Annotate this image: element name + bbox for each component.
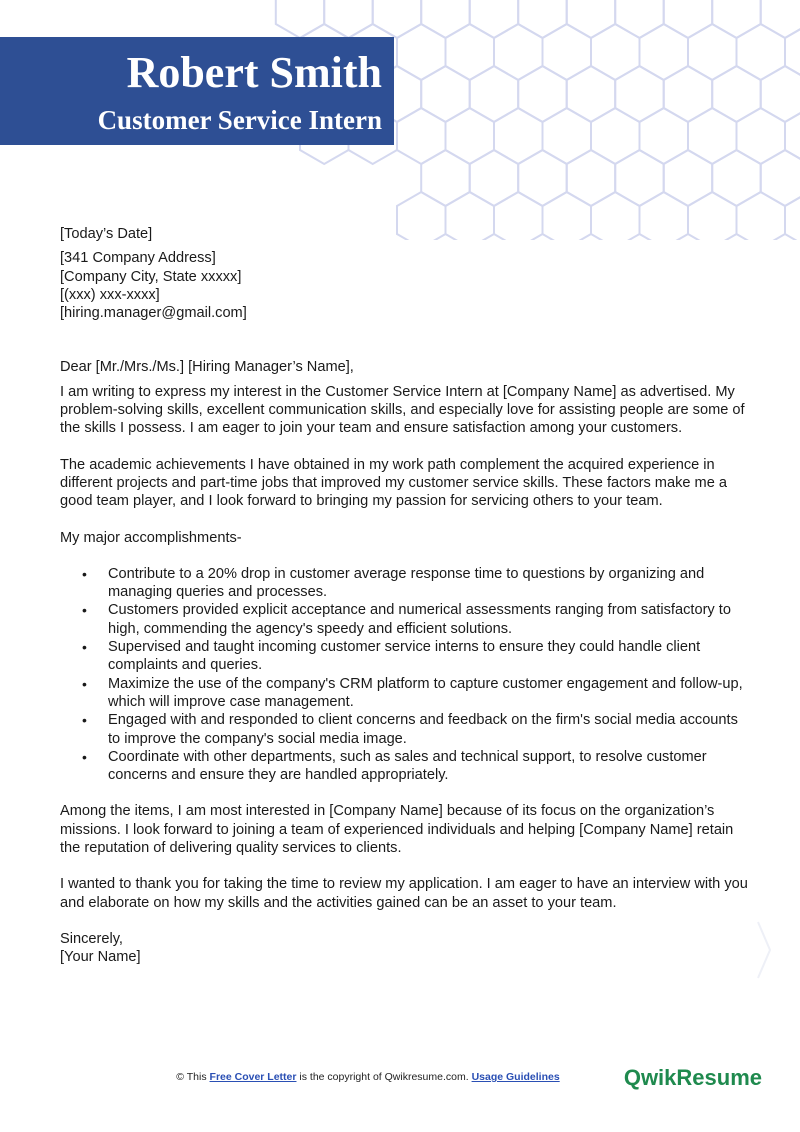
hexagon-shape <box>737 108 786 164</box>
address-line-4: [hiring.manager@gmail.com] <box>60 305 247 322</box>
list-item: • Supervised and taught incoming customer service interns to ensure they could handle client complaints and queries. <box>60 638 750 675</box>
hexagon-shape <box>470 0 519 38</box>
hexagon-shape <box>712 150 761 206</box>
hexagon-shape <box>421 66 470 122</box>
footer-prefix: © This <box>176 1071 207 1083</box>
hexagon-shape <box>543 24 592 80</box>
hexagon-shape <box>640 24 689 80</box>
list-item: • Contribute to a 20% drop in customer average response time to questions by organizing and managing queries and processes. <box>60 565 750 602</box>
hexagon-shape <box>518 0 567 38</box>
accomplishments-list <box>60 565 750 785</box>
hexagon-shape <box>615 66 664 122</box>
hexagon-shape <box>494 108 543 164</box>
hexagon-shape <box>373 0 422 38</box>
hexagon-shape <box>518 150 567 206</box>
applicant-name: Robert Smith <box>126 48 382 97</box>
hexagon-shape <box>688 108 737 164</box>
hexagon-shape <box>567 150 616 206</box>
paragraph-3: Among the items, I am most interested in [Company Name] because of its focus on the organization’s missions. I look forward to joining a team of experienced individuals and helping [Company Name] retain the reputation of delivering quality services to clients. <box>60 803 734 857</box>
hexagon-shape <box>470 66 519 122</box>
address-line-1: [341 Company Address] <box>60 250 216 267</box>
hexagon-shape <box>567 0 616 38</box>
list-item: • Coordinate with other departments, such as sales and technical support, to resolve customer concerns and ensure they are handled appropriately. <box>60 748 750 785</box>
brand-resume: Resume <box>676 1065 762 1090</box>
hexagon-shape <box>640 108 689 164</box>
hexagon-shape <box>567 66 616 122</box>
salutation: Dear [Mr./Mrs./Ms.] [Hiring Manager’s Name], <box>60 359 354 376</box>
list-item: • Customers provided explicit acceptance and numerical assessments ranging from satisfactory to high, commending the agency's speedy and efficient solutions. <box>60 601 750 638</box>
hexagon-shape <box>276 0 324 38</box>
paragraph-4: I wanted to thank you for taking the time to review my application. I am eager to have an interview with you and elaborate on how my skills and the activities gained can be an asset to your team. <box>60 876 748 911</box>
letter-date: [Today’s Date] <box>60 226 153 242</box>
hexagon-shape <box>688 24 737 80</box>
hexagon-shape <box>446 24 495 80</box>
free-cover-letter-link[interactable]: Free Cover Letter <box>209 1071 297 1083</box>
address-line-2: [Company City, State xxxxx] <box>60 268 242 285</box>
hexagon-shape <box>591 24 640 80</box>
usage-guidelines-link[interactable]: Usage Guidelines <box>471 1071 560 1083</box>
chevron-right-icon <box>756 920 772 980</box>
hexagon-shape <box>421 150 470 206</box>
qwikresume-logo <box>624 1065 762 1091</box>
list-item: • Engaged with and responded to client concerns and feedback on the firm's social media accounts to improve the company's social media image. <box>60 711 750 748</box>
letter-body <box>60 225 750 967</box>
signature: [Your Name] <box>60 949 141 966</box>
hexagon-shape <box>615 0 664 38</box>
footer-middle: is the copyright of Qwikresume.com. <box>299 1071 469 1083</box>
hexagon-shape <box>785 108 800 164</box>
hexagon-shape <box>470 150 519 206</box>
brand-qwik: Qwik <box>623 1065 677 1090</box>
hexagon-shape <box>712 66 761 122</box>
accomplishments-heading: My major accomplishments- <box>60 529 242 546</box>
hexagon-shape <box>518 66 567 122</box>
paragraph-1: I am writing to express my interest in the Customer Service Intern at [Company Name] as advertised. My problem-solving skills, excellent communication skills, and especially love for assisting people are some of the skills I possess. I am eager to join your team and ensure satisfaction among your customers. <box>60 383 745 437</box>
hexagon-shape <box>737 24 786 80</box>
hexagon-shape <box>494 24 543 80</box>
paragraph-2: The academic achievements I have obtained in my work path complement the acquired experience in different projects and part-time jobs that improved my customer service skills. These factors make me a good team player, and I look forward to bringing my passion for servicing others to your team. <box>60 456 727 510</box>
hexagon-shape <box>324 0 373 38</box>
hexagon-shape <box>397 108 446 164</box>
hexagon-shape <box>712 0 761 38</box>
hexagon-shape <box>664 150 713 206</box>
closing: Sincerely, <box>60 930 123 947</box>
hexagon-shape <box>421 0 470 38</box>
hexagon-shape <box>785 24 800 80</box>
hexagon-shape <box>664 0 713 38</box>
hexagon-shape <box>615 150 664 206</box>
job-title: Customer Service Intern <box>97 105 382 135</box>
hexagon-shape <box>761 66 800 122</box>
hexagon-shape <box>591 108 640 164</box>
hexagon-shape <box>446 108 495 164</box>
hexagon-shape <box>543 108 592 164</box>
hexagon-shape <box>397 24 446 80</box>
list-item: • Maximize the use of the company's CRM platform to capture customer engagement and follow-up, which will improve case management. <box>60 675 750 712</box>
header-banner <box>0 37 394 145</box>
hexagon-shape <box>664 66 713 122</box>
hexagon-shape <box>761 150 800 206</box>
hexagon-shape <box>785 192 800 240</box>
address-line-3: [(xxx) xxx-xxxx] <box>60 286 160 303</box>
